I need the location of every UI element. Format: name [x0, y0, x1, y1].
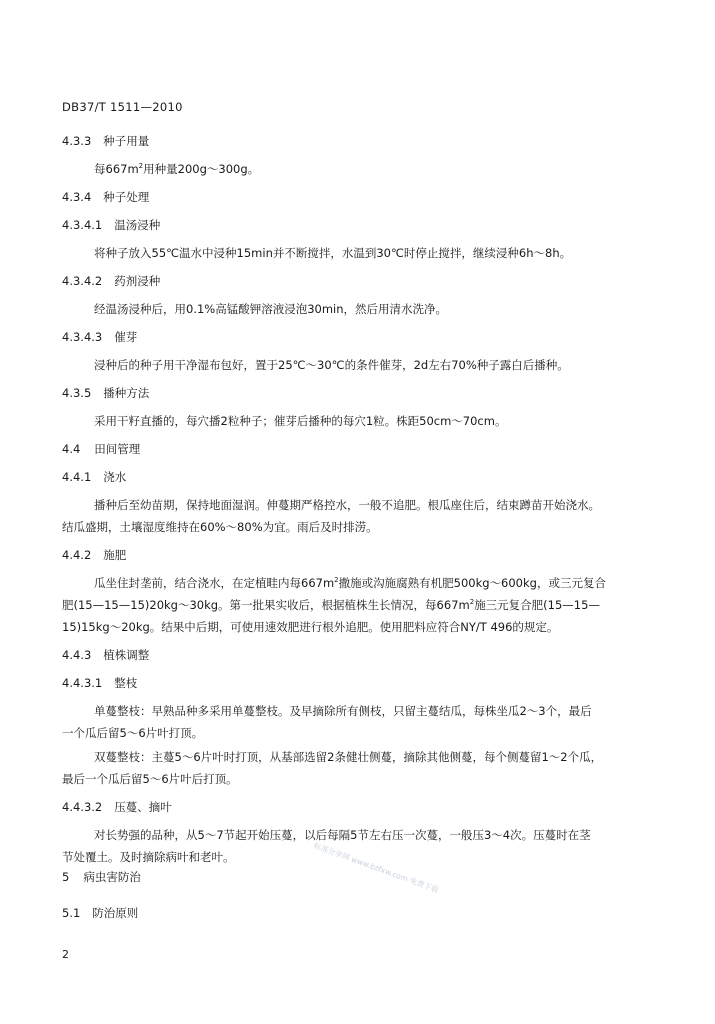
paragraph-fertilize: [62, 572, 653, 638]
text-line: 单蔓整枝：早熟品种多采用单蔓整枝。及早摘除所有侧枝，只留主蔓结瓜，每株坐瓜2～3个，最后: [94, 704, 592, 718]
section-title: 植株调整: [103, 648, 150, 662]
section-number: 4.3.4.3: [62, 330, 103, 344]
section-number: 4.3.5: [62, 386, 92, 400]
section-heading-4-4-3-2: [62, 796, 172, 818]
section-title: 药剂浸种: [114, 274, 161, 288]
superscript: 2: [334, 576, 339, 585]
section-title: 整枝: [114, 676, 138, 690]
paragraph-watering: [62, 494, 653, 538]
section-title: 播种方法: [103, 386, 150, 400]
section-heading-4-4: [62, 438, 140, 460]
text-line: [62, 594, 653, 616]
section-title: 温汤浸种: [114, 218, 161, 232]
section-number: 4.4: [62, 442, 81, 456]
section-title: 田间管理: [94, 442, 141, 456]
section-heading-4-3-4-3: [62, 326, 137, 348]
text-fragment: 肥(15—15—15)20kg～30kg。第一批果实收后，根据植株生长情况，每667m: [62, 598, 470, 612]
section-number: 4.3.3: [62, 134, 92, 148]
paragraph-sowing: 采用干籽直播的，每穴播2粒种子；催芽后播种的每穴1粒。株距50cm～70cm。: [94, 414, 507, 428]
section-title: 种子处理: [103, 190, 150, 204]
section-title: 压蔓、摘叶: [114, 800, 172, 814]
section-heading-4-4-3-1: [62, 672, 137, 694]
text-line: 最后一个瓜后留5～6片叶后打顶。: [62, 772, 238, 786]
superscript: 2: [138, 162, 144, 171]
section-number: 5.1: [62, 906, 81, 920]
section-number: 4.4.3.1: [62, 676, 103, 690]
section-number: 4.4.3: [62, 648, 92, 662]
text-line: [62, 572, 653, 594]
paragraph-seed-amount: [94, 158, 653, 180]
paragraph-germinate: 浸种后的种子用干净湿布包好，置于25℃～30℃的条件催芽，2d左右70%种子露白后播种。: [94, 358, 569, 372]
text-line: 双蔓整枝：主蔓5～6片叶时打顶，从基部选留2条健壮侧蔓，摘除其他侧蔓，每个侧蔓留1～2个瓜，: [94, 750, 603, 764]
paragraph-single-vine: [62, 700, 653, 744]
section-heading-5-1: [62, 902, 138, 924]
section-number: 4.3.4.1: [62, 218, 103, 232]
document-code-header: DB37/T 1511—2010: [62, 100, 183, 114]
section-title: 种子用量: [103, 134, 150, 148]
section-heading-4-3-4-2: [62, 270, 160, 292]
section-title: 浇水: [103, 470, 127, 484]
watermark-text: 标准分享网 www.bzfxw.com 免费下载: [312, 840, 440, 895]
section-heading-4-4-2: [62, 544, 126, 566]
section-title: 防治原则: [92, 906, 139, 920]
section-number: 4.3.4.2: [62, 274, 103, 288]
section-number: 4.3.4: [62, 190, 92, 204]
section-title: 催芽: [114, 330, 138, 344]
section-heading-4-4-1: [62, 466, 126, 488]
text-line: 对长势强的品种，从5～7节起开始压蔓，以后每隔5节左右压一次蔓，一般压3～4次。压蔓时在茎: [94, 828, 591, 842]
text-line: 一个瓜后留5～6片叶打顶。: [62, 726, 204, 740]
text-fragment: 施三元复合肥(15—15—: [474, 598, 600, 612]
section-heading-4-3-5: [62, 382, 149, 404]
text-fragment: 用种量200g～300g。: [143, 162, 260, 176]
section-title: 病虫害防治: [83, 870, 141, 884]
text-line: 播种后至幼苗期，保持地面湿润。伸蔓期严格控水，一般不追肥。根瓜座住后，结束蹲苗开始浇水。: [94, 498, 600, 512]
section-title: 施肥: [103, 548, 127, 562]
section-heading-5: [62, 866, 141, 888]
text-fragment: 每667m: [94, 162, 139, 176]
text-fragment: 撒施或沟施腐熟有机肥500kg～600kg，或三元复合: [338, 576, 606, 590]
section-number: 5: [62, 870, 70, 884]
section-number: 4.4.3.2: [62, 800, 103, 814]
section-number: 4.4.2: [62, 548, 92, 562]
text-line: 节处覆土。及时摘除病叶和老叶。: [62, 850, 235, 864]
paragraph-warm-soak: 将种子放入55℃温水中浸种15min并不断搅拌，水温到30℃时停止搅拌，继续浸种6h～8h。: [94, 246, 572, 260]
text-line: 结瓜盛期，土壤湿度维持在60%～80%为宜。雨后及时排涝。: [62, 520, 378, 534]
text-fragment: 15)15kg～20kg。结果中后期，可使用速效肥进行根外追肥。使用肥料应符合NY/T 496的规定。: [62, 620, 559, 634]
page-number: 2: [62, 948, 69, 961]
section-heading-4-4-3: [62, 644, 149, 666]
paragraph-chem-soak: 经温汤浸种后，用0.1%高锰酸钾溶液浸泡30min，然后用清水洗净。: [94, 302, 448, 316]
paragraph-double-vine: [62, 746, 653, 790]
section-number: 4.4.1: [62, 470, 92, 484]
text-fragment: 瓜坐住封垄前，结合浇水，在定植畦内每667m: [94, 576, 335, 590]
section-heading-4-3-4-1: [62, 214, 160, 236]
section-heading-4-3-4: [62, 186, 149, 208]
section-heading-4-3-3: [62, 130, 149, 152]
text-line: [62, 616, 653, 638]
superscript: 2: [469, 598, 475, 607]
